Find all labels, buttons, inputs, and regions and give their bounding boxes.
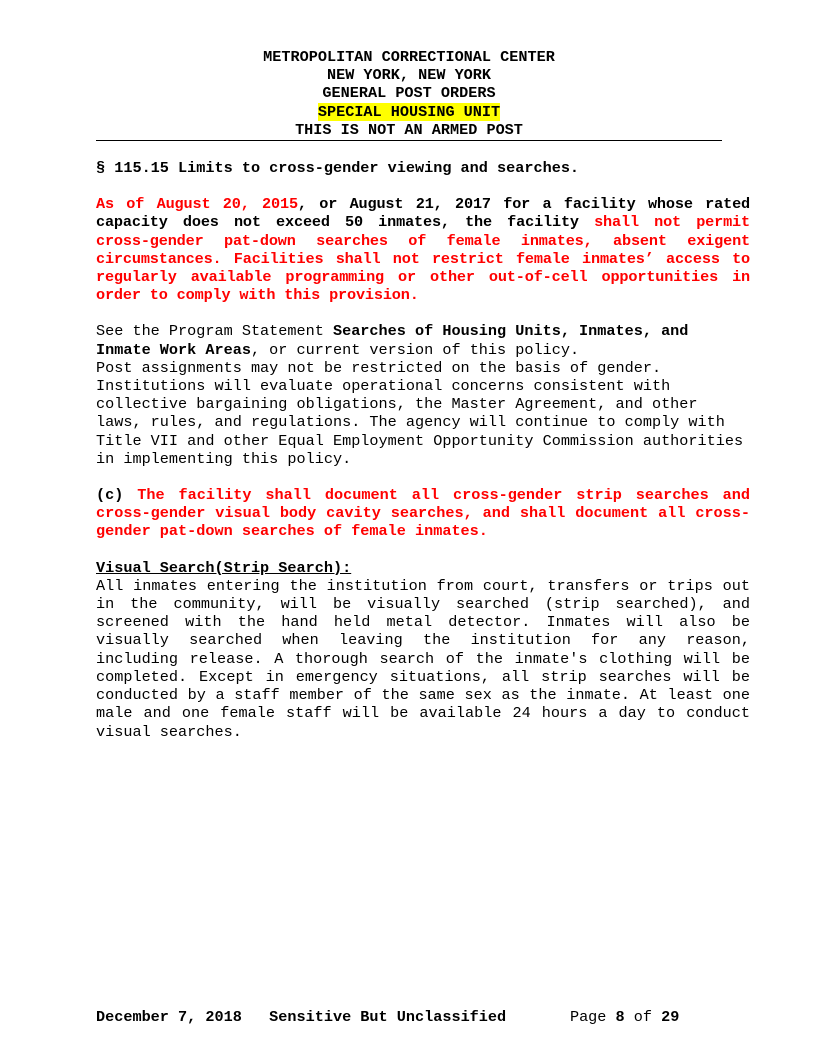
document-header xyxy=(96,48,722,139)
para3-label: (c) xyxy=(96,486,138,505)
header-facility: METROPOLITAN CORRECTIONAL CENTER xyxy=(263,48,555,66)
paragraph-c xyxy=(96,486,750,541)
header-post-type: THIS IS NOT AN ARMED POST xyxy=(295,120,523,139)
program-statement-title: Searches of Housing Units, Inmates, and Inmate Work Areas xyxy=(96,322,689,359)
footer-page-number: 8 xyxy=(615,1008,625,1026)
para2-policy-text: Post assignments may not be restricted on the basis of gender. Institutions will evaluate operational concerns consistent with collective bargaining obligations, the Master Agreement, and other laws, rules, and regulations. The agency will continue to comply with Title VII and other Equal Employment Opportunity Commission authorities in implementing this policy. xyxy=(96,358,744,468)
para3-red: The facility shall document all cross-gender strip searches and cross-gender visual body cavity searches, and shall document all cross-gender pat-down searches of female inmates. xyxy=(96,486,750,541)
footer-date: December 7, 2018 xyxy=(96,1008,242,1026)
visual-search-heading: Visual Search(Strip Search): xyxy=(96,558,352,577)
para1-black-text: , or August 21, 2017 for a facility whose rated capacity does not exceed 50 inmates, the facility xyxy=(96,195,750,232)
header-unit-highlight: SPECIAL HOUSING UNIT xyxy=(317,102,501,121)
header-location: NEW YORK, NEW YORK xyxy=(326,66,492,85)
para1-red-date: As of August 20, 2015 xyxy=(96,195,298,214)
footer-page-word: Page xyxy=(569,1008,607,1026)
document-footer xyxy=(96,1008,726,1026)
visual-search-body: All inmates entering the institution from court, transfers or trips out in the community, will be visually searched (strip searched), and screened with the hand held metal detector. Inmates will also be visually searched when leaving the institution for any reason, including release. A thorough search of the inmate's clothing will be completed. Except in emergency situations, all strip searches will be conducted by a staff member of the same sex as the inmate. At least one male and one female staff will be available 24 hours a day to conduct visual searches. xyxy=(96,576,750,741)
footer-classification: Sensitive But Unclassified xyxy=(269,1008,507,1026)
footer-page-total: 29 xyxy=(661,1008,680,1026)
para2-pre: See the Program Statement xyxy=(96,322,333,341)
footer-of-word: of xyxy=(633,1008,653,1026)
section-title: § 115.15 Limits to cross-gender viewing and searches. xyxy=(96,159,580,178)
header-divider xyxy=(96,140,722,141)
para2-post: , or current version of this policy. xyxy=(250,340,580,359)
header-unit-line xyxy=(96,103,722,121)
paragraph-program-statement xyxy=(96,322,750,468)
document-page xyxy=(96,48,750,741)
paragraph-exigent xyxy=(96,195,750,304)
para1-red-provision: shall not permit cross-gender pat-down searches of female inmates, absent exigent circumstances. Facilities shall not restrict female inmates’ access to regularly available programming or other out-of-cell opportunities in order to comply with this provision. xyxy=(96,213,750,305)
header-orders: GENERAL POST ORDERS xyxy=(322,84,496,103)
